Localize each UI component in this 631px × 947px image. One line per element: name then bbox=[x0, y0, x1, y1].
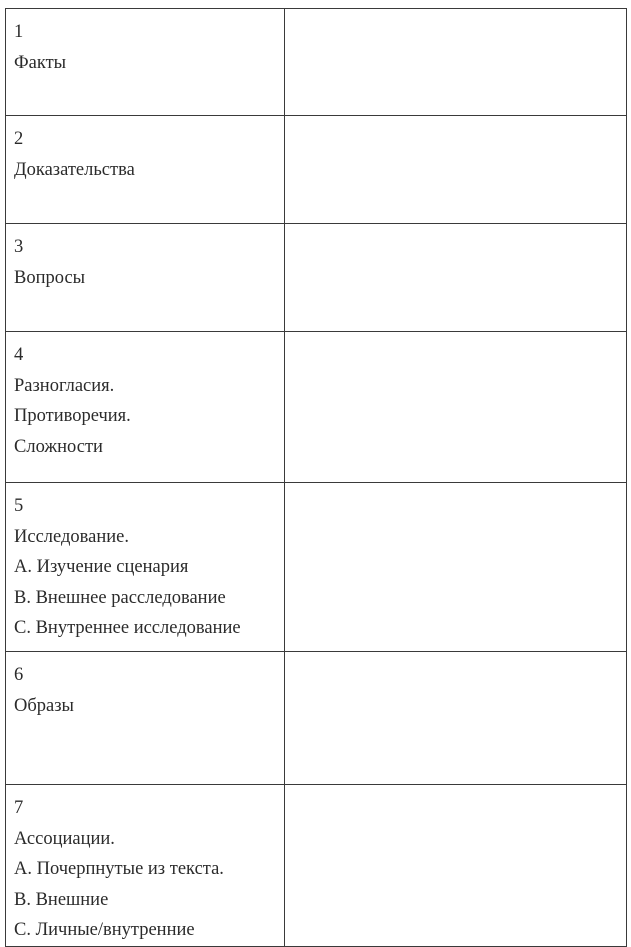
row-heading: Доказательства bbox=[14, 159, 135, 180]
row-label-cell bbox=[6, 116, 285, 224]
row-number: 5 bbox=[14, 496, 24, 516]
row-heading: Образы bbox=[14, 695, 74, 716]
row-number: 2 bbox=[14, 129, 24, 149]
row-number: 3 bbox=[14, 237, 24, 257]
row-subline: A. Изучение сценария bbox=[14, 557, 189, 577]
table-row bbox=[6, 116, 627, 224]
table-row bbox=[6, 483, 627, 652]
answer-cell[interactable] bbox=[285, 332, 627, 483]
row-label-cell bbox=[6, 224, 285, 332]
row-subline: A. Почерпнутые из текста. bbox=[14, 859, 224, 879]
answer-cell[interactable] bbox=[285, 652, 627, 785]
row-heading: Исследование. bbox=[14, 526, 129, 547]
row-label-cell bbox=[6, 332, 285, 483]
answer-cell[interactable] bbox=[285, 483, 627, 652]
row-subline: Сложности bbox=[14, 436, 103, 457]
answer-cell[interactable] bbox=[285, 224, 627, 332]
row-label-cell bbox=[6, 652, 285, 785]
table-row bbox=[6, 652, 627, 785]
table-row bbox=[6, 785, 627, 947]
row-label-cell bbox=[6, 9, 285, 116]
table-row bbox=[6, 224, 627, 332]
row-subline: Противоречия. bbox=[14, 406, 131, 426]
row-heading: Ассоциации. bbox=[14, 828, 115, 849]
row-number: 1 bbox=[14, 22, 24, 42]
worksheet-table bbox=[5, 8, 627, 947]
row-subline: C. Личные/внутренние bbox=[14, 920, 195, 940]
answer-cell[interactable] bbox=[285, 785, 627, 947]
row-heading: Разногласия. bbox=[14, 375, 115, 396]
row-number: 4 bbox=[14, 345, 24, 365]
table-row bbox=[6, 332, 627, 483]
row-number: 6 bbox=[14, 665, 24, 685]
row-heading: Факты bbox=[14, 52, 67, 73]
table-row bbox=[6, 9, 627, 116]
row-label-cell bbox=[6, 483, 285, 652]
row-label-cell bbox=[6, 785, 285, 947]
answer-cell[interactable] bbox=[285, 9, 627, 116]
row-number: 7 bbox=[14, 798, 24, 818]
row-heading: Вопросы bbox=[14, 267, 86, 288]
row-subline: B. Внешние bbox=[14, 889, 109, 910]
row-subline: C. Внутреннее исследование bbox=[14, 618, 241, 638]
row-subline: B. Внешнее расследование bbox=[14, 587, 226, 608]
answer-cell[interactable] bbox=[285, 116, 627, 224]
